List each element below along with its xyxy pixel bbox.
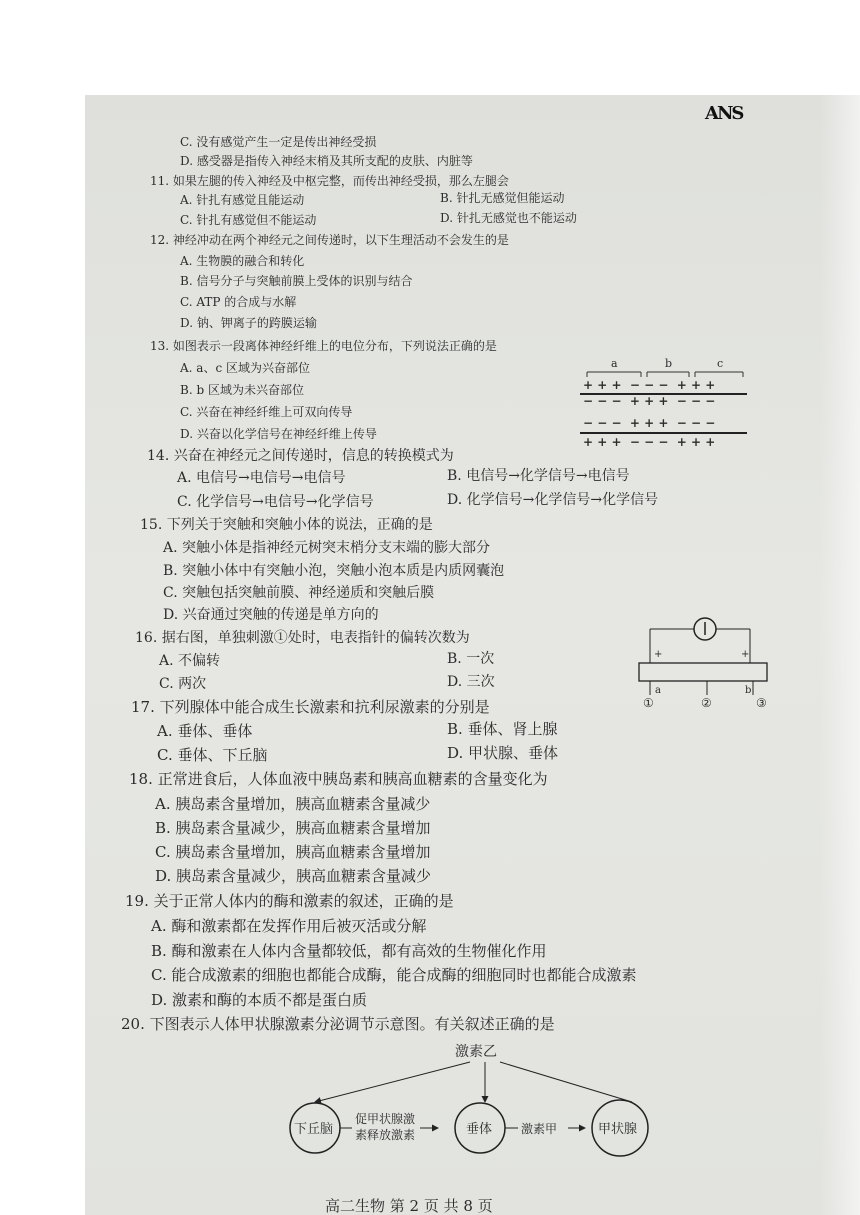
electrode-plus-left: + — [654, 649, 663, 660]
q14-stem: 14. 兴奋在神经元之间传递时，信息的转换模式为 — [147, 448, 454, 464]
hypothalamus-node: 下丘脑 — [294, 1122, 334, 1137]
charge-row-2: − − − + + + − − − — [583, 394, 716, 408]
q11-option-c: C. 针扎有感觉但不能运动 — [180, 213, 317, 227]
q14-option-d: D. 化学信号→化学信号→化学信号 — [447, 492, 659, 508]
q13-option-a: A. a、c 区域为兴奋部位 — [180, 361, 310, 375]
q16-option-c: C. 两次 — [159, 676, 207, 692]
hormone-a-label: 激素甲 — [521, 1122, 558, 1136]
q12-option-d: D. 钠、钾离子的跨膜运输 — [180, 316, 317, 330]
q12-stem: 12. 神经冲动在两个神经元之间传递时，以下生理活动不会发生的是 — [150, 233, 509, 247]
q17-option-c: C. 垂体、下丘脑 — [157, 746, 268, 764]
q16-option-b: B. 一次 — [447, 651, 495, 667]
q18-option-a: A. 胰岛素含量增加，胰高血糖素含量减少 — [155, 795, 431, 813]
q14-option-a: A. 电信号→电信号→电信号 — [177, 470, 346, 486]
thyroid-node: 甲状腺 — [598, 1122, 638, 1137]
q18-stem: 18. 正常进食后，人体血液中胰岛素和胰高血糖素的含量变化为 — [129, 770, 548, 788]
exam-page — [85, 95, 860, 1215]
q12-option-b: B. 信号分子与突触前膜上受体的识别与结合 — [180, 274, 413, 288]
q13-option-d: D. 兴奋以化学信号在神经纤维上传导 — [180, 427, 377, 441]
q11-stem: 11. 如果左腿的传入神经及中枢完整，而传出神经受损，那么左腿会 — [150, 174, 509, 188]
q20-stem: 20. 下图表示人体甲状腺激素分泌调节示意图。有关叙述正确的是 — [121, 1015, 555, 1033]
q14-option-b: B. 电信号→化学信号→电信号 — [447, 468, 630, 484]
q17-option-b: B. 垂体、肾上腺 — [447, 720, 558, 738]
q17-stem: 17. 下列腺体中能合成生长激素和抗利尿激素的分别是 — [131, 698, 490, 716]
q13-option-c: C. 兴奋在神经纤维上可双向传导 — [180, 405, 353, 419]
page-footer: 高二生物 第 2 页 共 8 页 — [325, 1197, 493, 1215]
trh-label-line1: 促甲状腺激 — [355, 1112, 416, 1126]
q17-option-a: A. 垂体、垂体 — [157, 722, 253, 740]
electrode-plus-right: + — [741, 649, 750, 660]
q11-option-b: B. 针扎无感觉但能运动 — [440, 191, 565, 205]
stimulus-3: ③ — [756, 696, 767, 710]
q19-option-c: C. 能合成激素的细胞也都能合成酶，能合成酶的细胞同时也都能合成激素 — [151, 966, 637, 984]
q18-option-c: C. 胰岛素含量增加，胰高血糖素含量增加 — [155, 843, 431, 861]
q11-option-a: A. 针扎有感觉且能运动 — [180, 193, 305, 207]
q14-option-c: C. 化学信号→电信号→化学信号 — [177, 494, 374, 510]
q10-option-c: C. 没有感觉产生一定是传出神经受损 — [180, 135, 377, 149]
q12-option-a: A. 生物膜的融合和转化 — [180, 254, 305, 268]
charge-row-bottom: + + + − − − + + + — [583, 435, 716, 449]
point-a: a — [655, 685, 661, 696]
q13-stem: 13. 如图表示一段离体神经纤维上的电位分布，下列说法正确的是 — [150, 339, 497, 353]
q19-option-b: B. 酶和激素在人体内含量都较低，都有高效的生物催化作用 — [151, 942, 547, 960]
charge-row-3: − − − + + + − − − — [583, 416, 716, 430]
q16-galvanometer-diagram — [635, 615, 780, 710]
charge-row-top: + + + − − − + + + — [583, 378, 716, 392]
q11-option-d: D. 针扎无感觉也不能运动 — [440, 211, 577, 225]
q15-option-a: A. 突触小体是指神经元树突末梢分支末端的膨大部分 — [163, 540, 491, 556]
q17-option-d: D. 甲状腺、垂体 — [447, 744, 559, 762]
q18-option-b: B. 胰岛素含量减少，胰高血糖素含量增加 — [155, 819, 431, 837]
q16-option-a: A. 不偏转 — [159, 653, 221, 669]
q20-thyroid-regulation-diagram — [280, 1040, 680, 1170]
q15-stem: 15. 下列关于突触和突触小体的说法，正确的是 — [140, 517, 433, 533]
trh-label-line2: 素释放激素 — [355, 1128, 416, 1142]
stimulus-1: ① — [643, 696, 654, 710]
q12-option-c: C. ATP 的合成与水解 — [180, 295, 297, 309]
q16-option-d: D. 三次 — [447, 674, 495, 690]
q13-option-b: B. b 区域为未兴奋部位 — [180, 383, 304, 397]
q16-stem: 16. 据右图，单独刺激①处时，电表指针的偏转次数为 — [135, 630, 470, 646]
pituitary-node: 垂体 — [466, 1122, 493, 1137]
region-label-c: c — [717, 357, 724, 370]
q13-membrane-potential-diagram — [575, 357, 755, 452]
q19-option-d: D. 激素和酶的本质不都是蛋白质 — [151, 991, 368, 1009]
stimulus-2: ② — [701, 696, 712, 710]
q18-option-d: D. 胰岛素含量减少，胰高血糖素含量减少 — [155, 867, 432, 885]
q10-option-d: D. 感受器是指传入神经末梢及其所支配的皮肤、内脏等 — [180, 154, 473, 168]
q19-option-a: A. 酶和激素都在发挥作用后被灭活或分解 — [151, 917, 427, 935]
region-label-b: b — [665, 357, 673, 370]
hormone-b-label: 激素乙 — [455, 1044, 497, 1060]
q15-option-d: D. 兴奋通过突触的传递是单方向的 — [163, 607, 379, 623]
region-label-a: a — [611, 357, 618, 370]
point-b: b — [745, 685, 752, 696]
q15-option-c: C. 突触包括突触前膜、神经递质和突触后膜 — [163, 585, 435, 601]
q15-option-b: B. 突触小体中有突触小泡，突触小泡本质是内质网囊泡 — [163, 563, 505, 579]
publisher-logo: ANS — [705, 103, 743, 124]
q19-stem: 19. 关于正常人体内的酶和激素的叙述，正确的是 — [125, 892, 454, 910]
